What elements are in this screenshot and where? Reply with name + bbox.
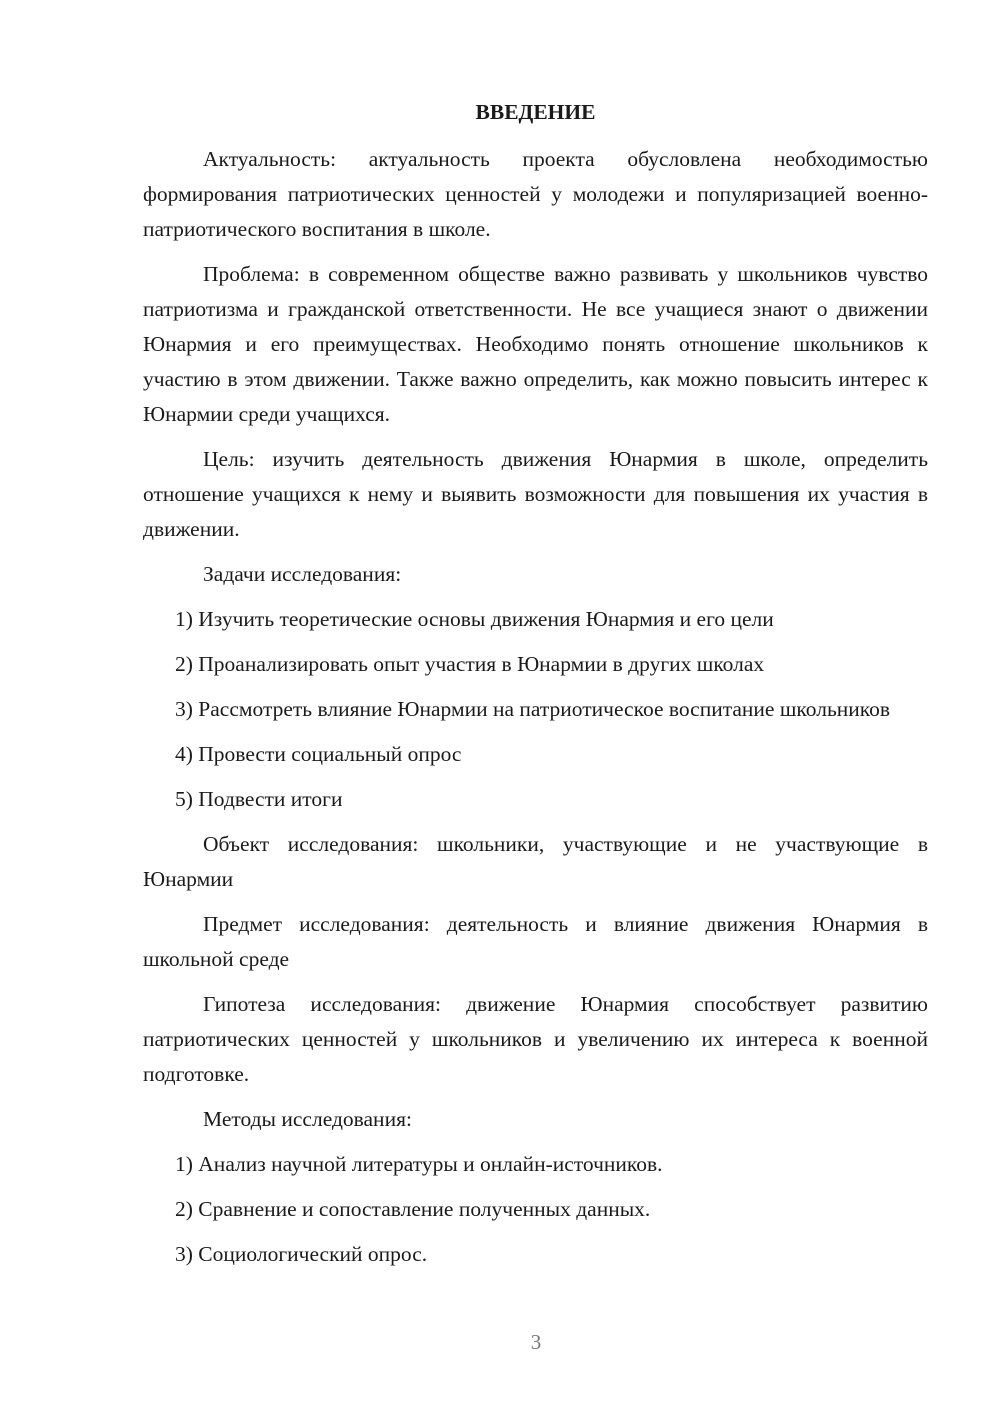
document-page — [143, 95, 928, 1282]
method-item: 2) Сравнение и сопоставление полученных данных. — [175, 1197, 651, 1221]
method-item: 3) Социологический опрос. — [175, 1242, 428, 1266]
task-item: 4) Провести социальный опрос — [175, 742, 462, 766]
relevance-paragraph: Актуальность: актуальность проекта обусловлена необходимостью формирования патриотических ценностей у молодежи и популяризацией военно-патриотического воспитания в школе. — [143, 147, 928, 241]
task-item: 2) Проанализировать опыт участия в Юнармии в других школах — [175, 652, 765, 676]
subject-paragraph: Предмет исследования: деятельность и влияние движения Юнармия в школьной среде — [143, 912, 928, 971]
tasks-heading: Задачи исследования: — [203, 562, 402, 586]
methods-heading: Методы исследования: — [203, 1107, 412, 1131]
object-paragraph: Объект исследования: школьники, участвующие и не участвующие в Юнармии — [143, 832, 928, 891]
page-title: ВВЕДЕНИЕ — [475, 100, 596, 124]
task-item: 5) Подвести итоги — [175, 787, 343, 811]
method-item: 1) Анализ научной литературы и онлайн-источников. — [175, 1152, 663, 1176]
problem-paragraph: Проблема: в современном обществе важно развивать у школьников чувство патриотизма и гражданской ответственности. Не все учащиеся знают о движении Юнармия и его преимуществах. Необходимо понять отношение школьников к участию в этом движении. Также важно определить, как можно повысить интерес к Юнармии среди учащихся. — [143, 262, 928, 426]
task-item: 1) Изучить теоретические основы движения Юнармия и его цели — [175, 607, 774, 631]
task-item: 3) Рассмотреть влияние Юнармии на патриотическое воспитание школьников — [175, 697, 891, 721]
hypothesis-paragraph: Гипотеза исследования: движение Юнармия способствует развитию патриотических ценностей у школьников и увеличению их интереса к военной подготовке. — [143, 992, 928, 1086]
page-number: 3 — [530, 1330, 542, 1354]
goal-paragraph: Цель: изучить деятельность движения Юнармия в школе, определить отношение учащихся к нему и выявить возможности для повышения их участия в движении. — [143, 447, 928, 541]
